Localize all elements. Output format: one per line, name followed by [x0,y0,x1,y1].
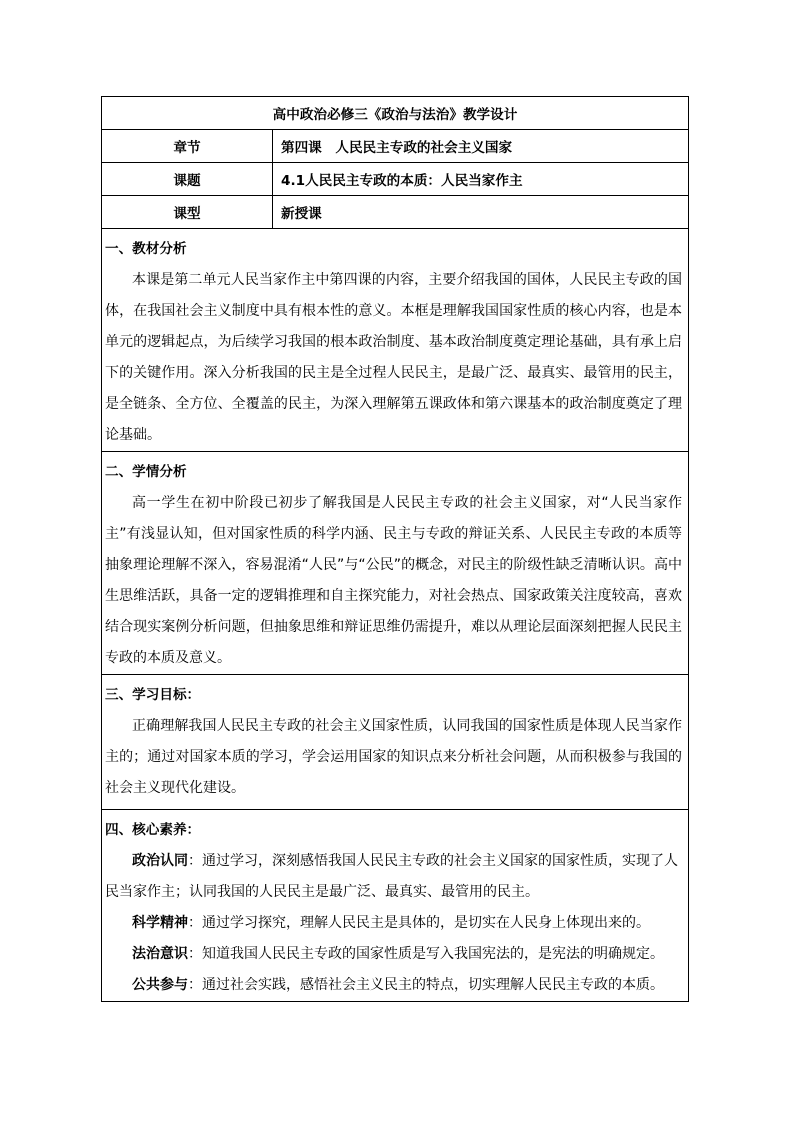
lesson-plan-table [101,96,689,1002]
competency-item [105,908,682,939]
section-learner-analysis [102,452,689,675]
section-heading: 四、核心素养： [105,822,201,838]
section-heading: 三、学习目标： [105,687,201,703]
competency-text: ：通过社会实践，感悟社会主义民主的特点，切实理解人民民主专政的本质。 [188,977,664,993]
section-paragraph: 本课是第二单元人民当家作主中第四课的内容，主要介绍我国的国体，人民民主专政的国体，在我国社会主义制度中具有根本性的意义。本框是理解我国国家性质的核心内容，也是本单元的逻辑起点，为后续学习我国的根本政治制度、基本政治制度奠定理论基础，具有承上启下的关键作用。深入分析我国的民主是全过程人民民主，是最广泛、最真实、最管用的民主，是全链条、全方位、全覆盖的民主，为深入理解第五课政体和第六课基本的政治制度奠定了理论基础。 [105,272,682,443]
meta-value: 新授课 [273,196,689,229]
meta-row-chapter [102,130,689,163]
meta-value: 4.1人民民主专政的本质：人民当家作主 [273,163,689,196]
document-title: 高中政治必修三《政治与法治》教学设计 [102,97,689,130]
competency-item [105,970,682,1001]
competency-label: 公共参与 [132,977,188,993]
competency-label: 政治认同 [132,853,188,869]
section-paragraph: 高一学生在初中阶段已初步了解我国是人民民主专政的社会主义国家，对“人民当家作主”有浅显认知，但对国家性质的科学内涵、民主与专政的辩证关系、人民民主专政的本质等抽象理论理解不深入，容易混淆“人民”与“公民”的概念，对民主的阶级性缺乏清晰认识。高中生思维活跃，具备一定的逻辑推理和自主探究能力，对社会热点、国家政策关注度较高，喜欢结合现实案例分析问题，但抽象思维和辩证思维仍需提升，难以从理论层面深刻把握人民民主专政的本质及意义。 [105,495,682,666]
competency-text: ：通过学习探究，理解人民民主是具体的，是切实在人民身上体现出来的。 [188,915,650,931]
meta-value: 第四课 人民民主专政的社会主义国家 [273,130,689,163]
meta-label: 课题 [102,163,273,196]
meta-row-type [102,196,689,229]
meta-label: 课型 [102,196,273,229]
competency-label: 科学精神 [132,915,188,931]
section-heading: 一、教材分析 [105,241,187,257]
meta-label: 章节 [102,130,273,163]
competency-label: 法治意识 [132,946,188,962]
meta-row-topic [102,163,689,196]
section-paragraph: 正确理解我国人民民主专政的社会主义国家性质，认同我国的国家性质是体现人民当家作主的；通过对国家本质的学习，学会运用国家的知识点来分析社会问题，从而积极参与我国的社会主义现代化建设。 [105,718,682,796]
competency-text: ：通过学习，深刻感悟我国人民民主专政的社会主义国家的国家性质，实现了人民当家作主；认同我国的人民民主是最广泛、最真实、最管用的民主。 [105,853,678,900]
competency-item [105,846,682,908]
competency-item [105,939,682,970]
section-textbook-analysis [102,229,689,452]
section-core-competencies [102,810,689,1002]
competency-text: ：知道我国人民民主专政的国家性质是写入我国宪法的，是宪法的明确规定。 [188,946,664,962]
section-learning-objectives [102,675,689,810]
section-heading: 二、学情分析 [105,464,187,480]
